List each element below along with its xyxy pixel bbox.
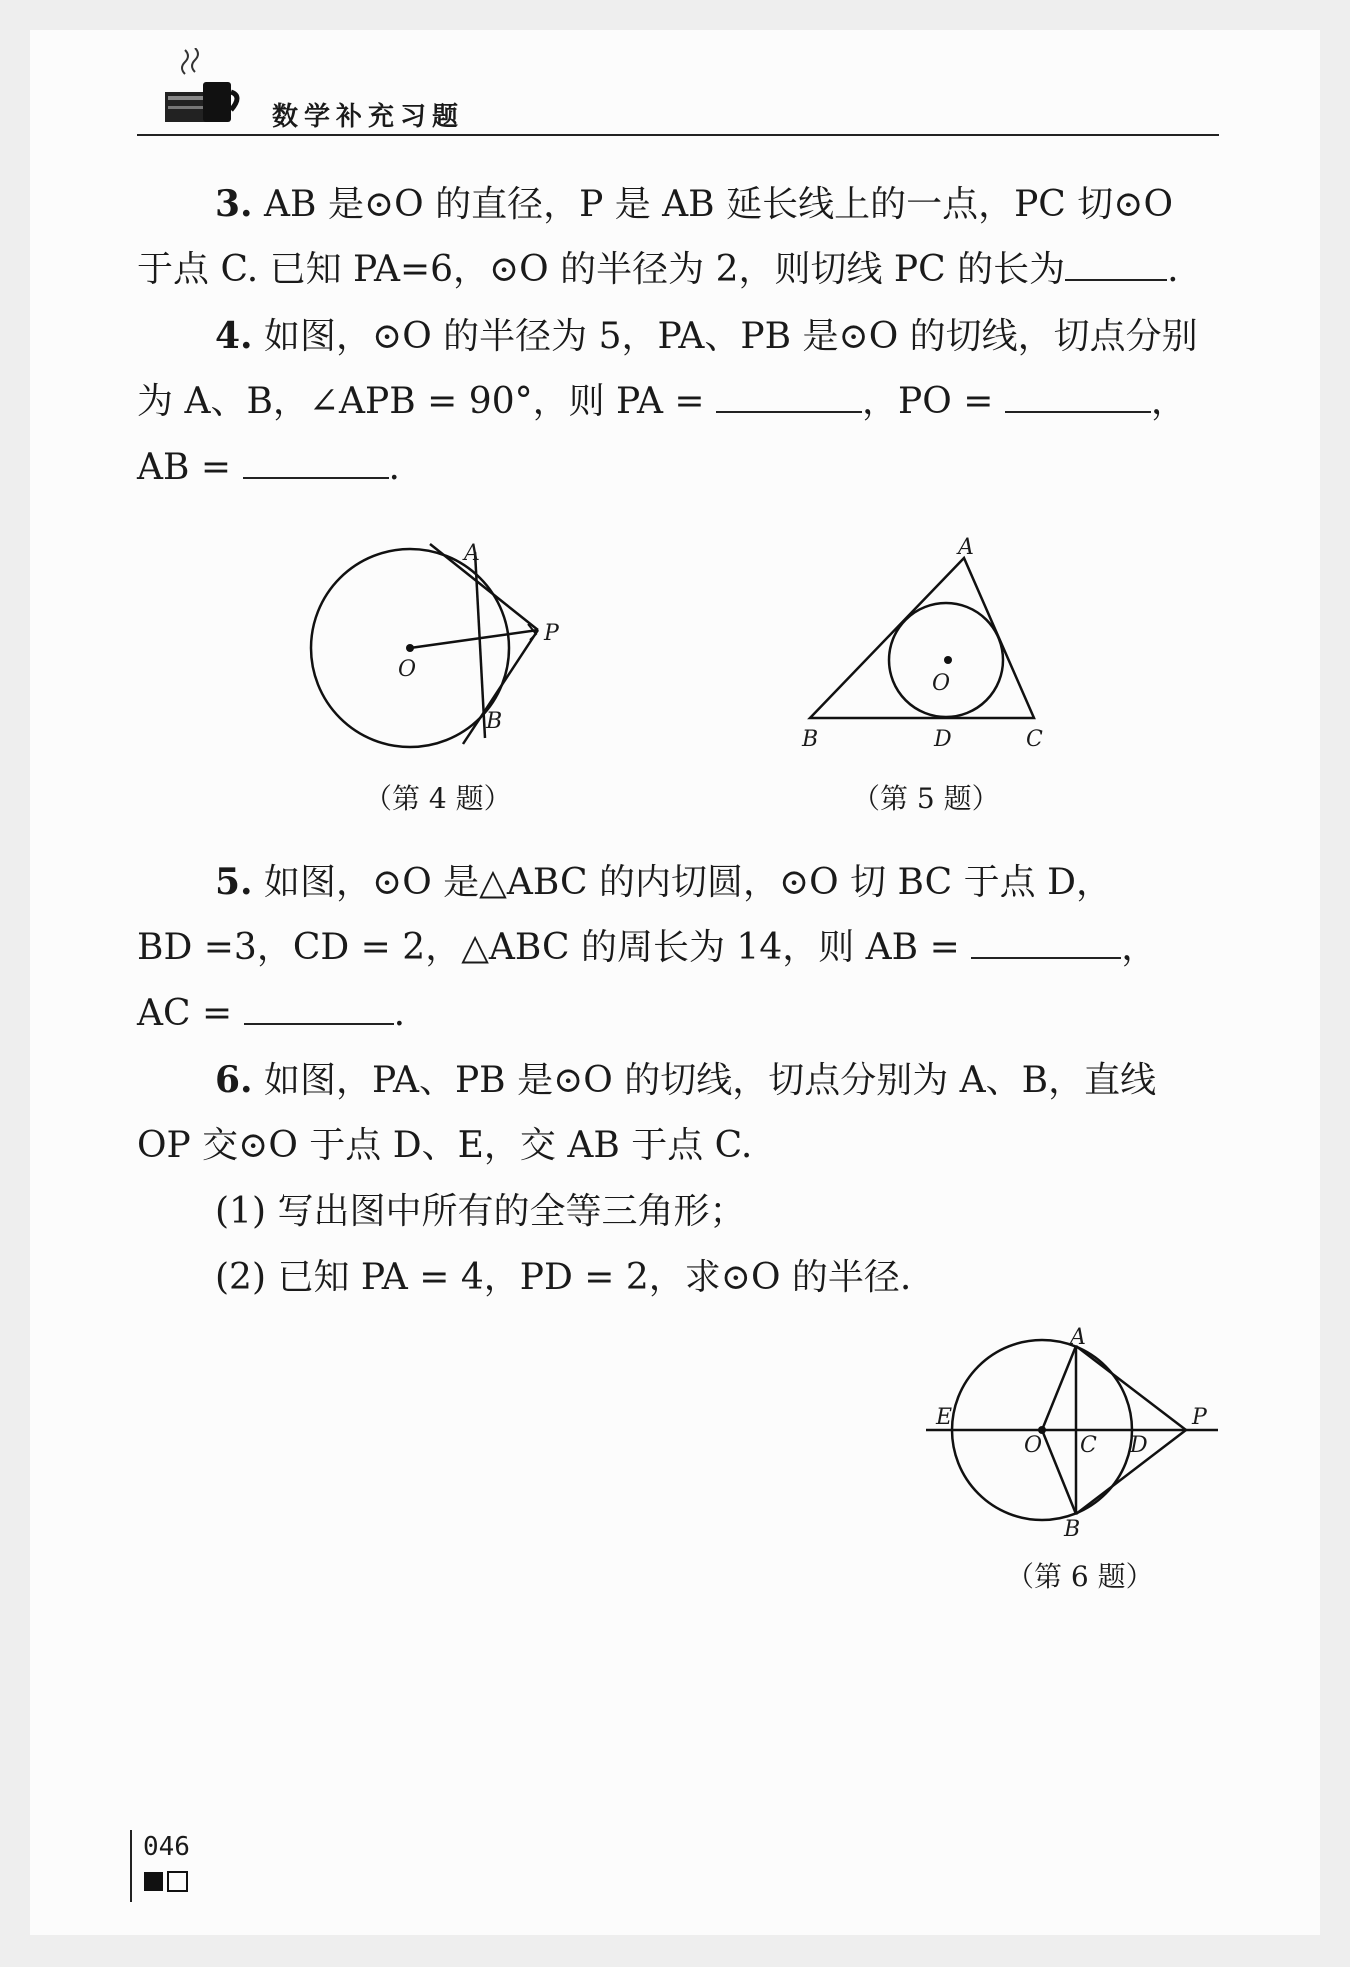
problem-4-text-2c: ， [1150, 381, 1187, 422]
label-e: E [936, 1405, 953, 1430]
answer-blank-ab5[interactable] [971, 933, 1121, 959]
label-a: A [958, 535, 974, 560]
problem-3-line-2 [137, 249, 1179, 290]
header-rule [137, 134, 1219, 136]
answer-blank-pc[interactable] [1065, 255, 1167, 281]
problem-4-line-2 [137, 381, 1187, 422]
problem-4-end: . [388, 447, 400, 488]
radius-ob [1042, 1430, 1076, 1514]
label-o: O [932, 671, 951, 696]
figure-5-caption: （第 5 题） [852, 782, 1000, 815]
problem-6-line-2: OP 交⊙O 于点 D、E，交 AB 于点 C. [137, 1125, 753, 1166]
figure-5 [780, 530, 1080, 760]
problem-3-text-1: AB 是⊙O 的直径，P 是 AB 延长线上的一点，PC 切⊙O [264, 184, 1173, 225]
label-b: B [802, 727, 819, 752]
problem-5-line-3 [137, 993, 406, 1034]
center-point-o [406, 644, 414, 652]
label-o: O [1024, 1433, 1043, 1458]
problem-4-line-1 [215, 315, 1198, 357]
label-a: A [464, 541, 480, 566]
problem-4-text-1: 如图，⊙O 的半径为 5，PA、PB 是⊙O 的切线，切点分别 [264, 316, 1198, 357]
answer-blank-ab[interactable] [243, 453, 389, 479]
figure-6 [920, 1322, 1230, 1542]
problem-4-text-3a: AB = [137, 447, 232, 488]
problem-3-number: 3. [215, 183, 253, 225]
problem-6-text-1: 如图，PA、PB 是⊙O 的切线，切点分别为 A、B，直线 [264, 1060, 1157, 1101]
label-a: A [1070, 1325, 1086, 1350]
problem-5-line-1 [215, 861, 1112, 903]
label-c: C [1080, 1433, 1097, 1458]
problem-5-end: . [393, 993, 406, 1034]
answer-blank-po[interactable] [1005, 387, 1151, 413]
label-c: C [1026, 727, 1043, 752]
problem-5-text-2a: BD =3，CD = 2，△ABC 的周长为 14，则 AB = [137, 927, 960, 968]
problem-4-line-3 [137, 447, 400, 488]
answer-blank-pa[interactable] [716, 387, 862, 413]
figure-4-caption: （第 4 题） [364, 782, 512, 815]
label-d: D [934, 727, 952, 752]
radius-oa [1042, 1346, 1076, 1430]
problem-3-line-1 [215, 183, 1173, 225]
label-d: D [1130, 1433, 1148, 1458]
problem-3-text-2: 于点 C. 已知 PA=6，⊙O 的半径为 2，则切线 PC 的长为 [137, 249, 1066, 290]
page-number: 046 [143, 1832, 190, 1862]
segment-op [410, 630, 538, 648]
problem-6-part-1: (1) 写出图中所有的全等三角形； [215, 1191, 746, 1232]
page-marker-squares-icon [143, 1870, 193, 1894]
problem-6-line-1 [215, 1059, 1157, 1101]
label-o: O [398, 657, 417, 682]
triangle-abc [810, 558, 1034, 718]
problem-4-number: 4. [215, 315, 253, 357]
figure-4 [300, 530, 580, 750]
answer-blank-ac[interactable] [244, 999, 394, 1025]
tangent-pa [430, 544, 538, 630]
problem-6-number: 6. [215, 1059, 253, 1101]
problem-5-text-3a: AC = [137, 993, 233, 1034]
problem-4-text-2b: ，PO = [862, 381, 994, 422]
figure-6-caption: （第 6 题） [1006, 1560, 1154, 1593]
problem-5-number: 5. [215, 861, 253, 903]
book-and-steaming-cup-icon [165, 48, 245, 130]
problem-4-text-2a: 为 A、B，∠APB = 90°，则 PA = [137, 381, 705, 422]
problem-5-text-1: 如图，⊙O 是△ABC 的内切圆，⊙O 切 BC 于点 D， [264, 862, 1112, 903]
center-point-o [944, 656, 952, 664]
problem-3-end: . [1167, 249, 1179, 290]
problem-6-part-2: (2) 已知 PA = 4，PD = 2，求⊙O 的半径. [215, 1257, 912, 1298]
label-p: P [1192, 1405, 1207, 1430]
label-p: P [544, 621, 559, 646]
header-title: 数学补充习题 [272, 102, 465, 132]
page-number-bar [130, 1830, 132, 1902]
label-b: B [1064, 1517, 1081, 1542]
label-b: B [486, 709, 503, 734]
problem-5-text-2b: ， [1121, 927, 1158, 968]
problem-5-line-2 [137, 927, 1158, 968]
